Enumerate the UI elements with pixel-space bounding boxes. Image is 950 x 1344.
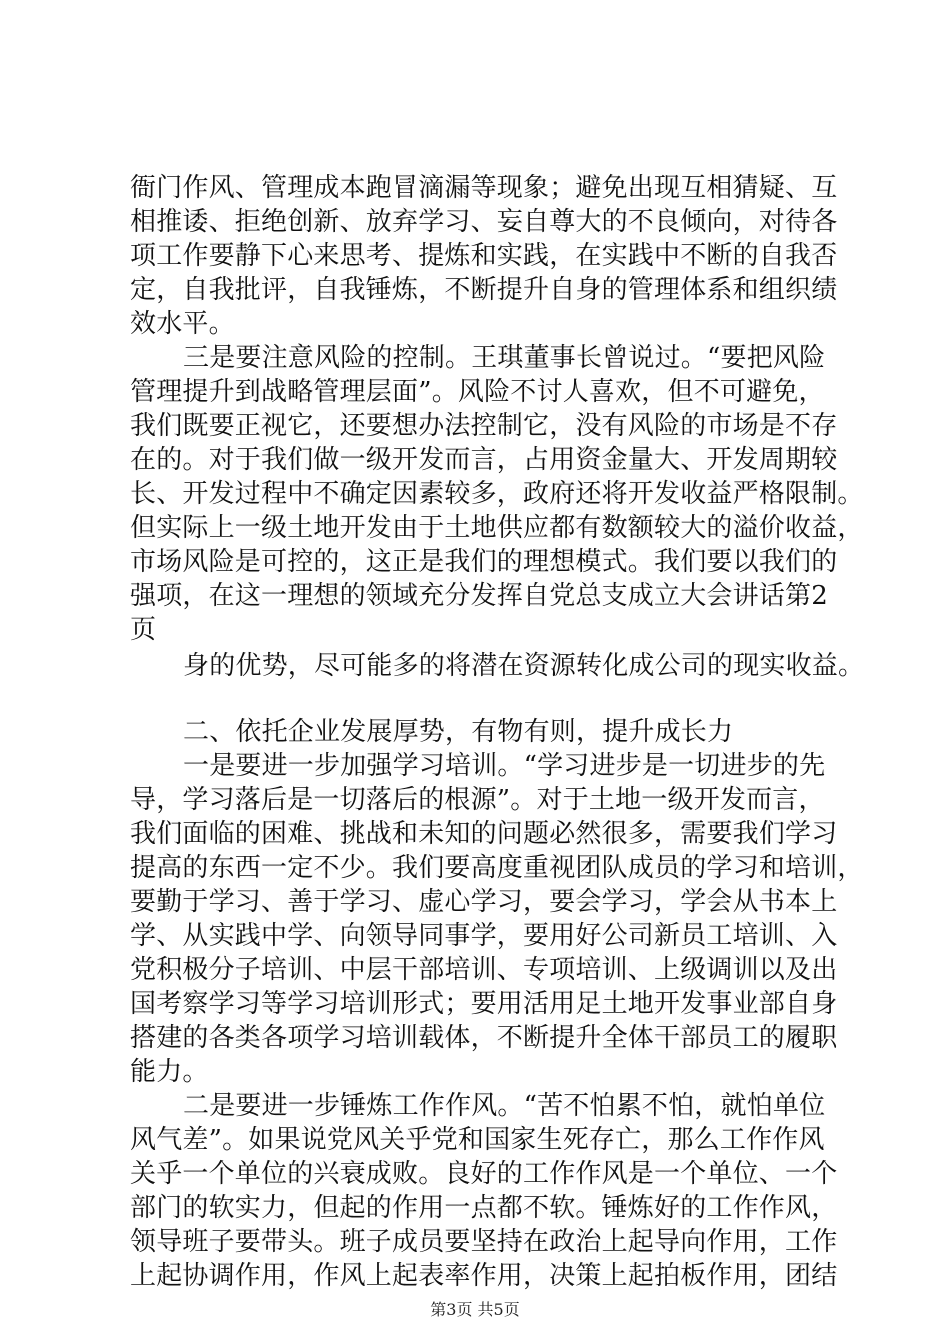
text-line: 衙门作风、管理成本跑冒滴漏等现象；避免出现互相猜疑、互 (130, 173, 838, 203)
text-line: 长、开发过程中不确定因素较多，政府还将开发收益严格限制。 (130, 479, 864, 509)
paragraph-start-line: 三是要注意风险的控制。王琪董事长曾说过。“要把风险 (183, 343, 826, 373)
page-footer: 第3页 共5页 (430, 1300, 520, 1319)
text-line: 党积极分子培训、中层干部培训、专项培训、上级调训以及出 (130, 955, 838, 985)
text-line: 定，自我批评，自我锤炼，不断提升自身的管理体系和组织绩 (130, 275, 838, 305)
text-line: 强项，在这一理想的领域充分发挥自党总支成立大会讲话第2 (130, 581, 828, 611)
text-line: 效水平。 (130, 309, 235, 339)
text-line: 页 (130, 615, 157, 645)
paragraph-start-line: 二是要进一步锤炼工作作风。“苦不怕累不怕，就怕单位 (183, 1091, 826, 1121)
text-line: 上起协调作用，作风上起表率作用，决策上起拍板作用，团结 (130, 1261, 838, 1291)
text-line: 我们既要正视它，还要想办法控制它，没有风险的市场是不存 (130, 411, 838, 441)
text-line: 部门的软实力，但起的作用一点都不软。锤炼好的工作作风， (130, 1193, 838, 1223)
text-line: 在的。对于我们做一级开发而言，占用资金量大、开发周期较 (130, 445, 838, 475)
text-line: 学、从实践中学、向领导同事学，要用好公司新员工培训、入 (130, 921, 838, 951)
text-line: 风气差”。如果说党风关乎党和国家生死存亡，那么工作作风 (130, 1125, 825, 1155)
paragraph-start-line: 身的优势，尽可能多的将潜在资源转化成公司的现实收益。 (183, 651, 865, 681)
text-line: 导，学习落后是一切落后的根源”。对于土地一级开发而言， (130, 785, 825, 815)
text-line: 要勤于学习、善于学习、虚心学习，要会学习，学会从书本上 (130, 887, 838, 917)
text-line: 相推诿、拒绝创新、放弃学习、妄自尊大的不良倾向，对待各 (130, 207, 838, 237)
text-line: 但实际上一级土地开发由于土地供应都有数额较大的溢价收益， (130, 513, 864, 543)
text-line: 搭建的各类各项学习培训载体，不断提升全体干部员工的履职 (130, 1023, 838, 1053)
text-line: 国考察学习等学习培训形式；要用活用足土地开发事业部自身 (130, 989, 838, 1019)
text-line: 我们面临的困难、挑战和未知的问题必然很多，需要我们学习 (130, 819, 838, 849)
text-line: 提高的东西一定不少。我们要高度重视团队成员的学习和培训， (130, 853, 864, 883)
paragraph-start-line: 一是要进一步加强学习培训。“学习进步是一切进步的先 (183, 751, 826, 781)
text-line: 领导班子要带头。班子成员要坚持在政治上起导向作用，工作 (130, 1227, 838, 1257)
text-line: 市场风险是可控的，这正是我们的理想模式。我们要以我们的 (130, 547, 838, 577)
section-heading: 二、依托企业发展厚势，有物有则，提升成长力 (183, 717, 734, 747)
text-line: 关乎一个单位的兴衰成败。良好的工作作风是一个单位、一个 (130, 1159, 838, 1189)
text-line: 能力。 (130, 1057, 209, 1087)
text-line: 项工作要静下心来思考、提炼和实践，在实践中不断的自我否 (130, 241, 838, 271)
text-line: 管理提升到战略管理层面”。风险不讨人喜欢，但不可避免， (130, 377, 825, 407)
